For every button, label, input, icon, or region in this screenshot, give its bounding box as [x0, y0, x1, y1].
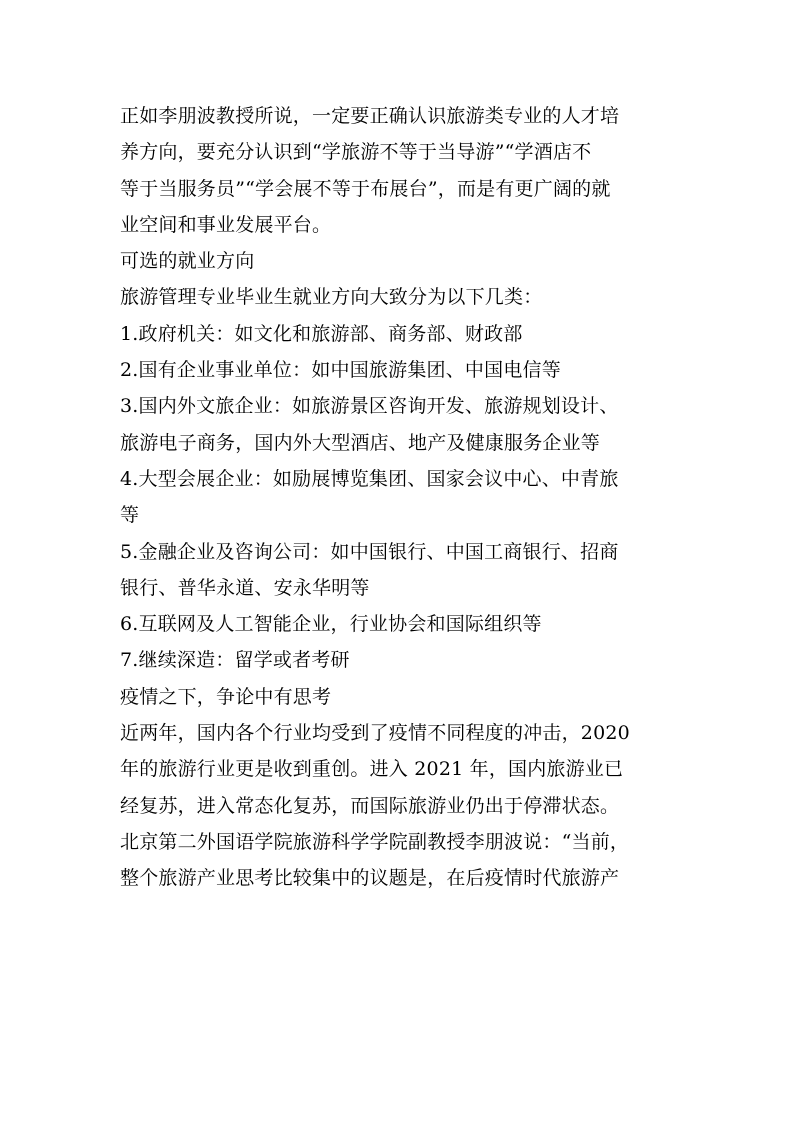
- list-item: 3.国内外文旅企业：如旅游景区咨询开发、旅游规划设计、: [120, 395, 619, 418]
- text-line: 经复苏，进入常态化复苏，而国际旅游业仍出于停滞状态。: [120, 794, 620, 817]
- list-item: 7.继续深造：留学或者考研: [120, 649, 350, 672]
- text-line: 养方向，要充分认识到“学旅游不等于当导游”“学酒店不: [120, 141, 592, 164]
- section-heading: 可选的就业方向: [120, 250, 255, 273]
- list-item: 1.政府机关：如文化和旅游部、商务部、财政部: [120, 322, 523, 345]
- text-line: 北京第二外国语学院旅游科学学院副教授李朋波说：“当前，: [120, 830, 630, 853]
- document-body: [120, 98, 680, 897]
- text-line: 近两年，国内各个行业均受到了疫情不同程度的冲击，2020: [120, 722, 630, 745]
- list-item: 6.互联网及人工智能企业，行业协会和国际组织等: [120, 613, 542, 636]
- text-line: 年的旅游行业更是收到重创。进入 2021 年，国内旅游业已: [120, 758, 624, 781]
- list-item-continuation: 旅游电子商务，国内外大型酒店、地产及健康服务企业等: [120, 431, 601, 454]
- text-line: 正如李朋波教授所说，一定要正确认识旅游类专业的人才培: [120, 105, 620, 127]
- list-item: 4.大型会展企业：如励展博览集团、国家会议中心、中青旅: [120, 467, 619, 490]
- text-line: 业空间和事业发展平台。: [120, 213, 332, 236]
- list-item-continuation: 等: [120, 504, 140, 527]
- text-line: 等于当服务员”“学会展不等于布展台”，而是有更广阔的就: [120, 177, 611, 200]
- text-line: 整个旅游产业思考比较集中的议题是，在后疫情时代旅游产: [120, 867, 620, 890]
- section-heading: 疫情之下，争论中有思考: [120, 685, 332, 708]
- list-item: 2.国有企业事业单位：如中国旅游集团、中国电信等: [120, 359, 561, 382]
- list-item: 5.金融企业及咨询公司：如中国银行、中国工商银行、招商: [120, 540, 619, 563]
- list-item-continuation: 银行、普华永道、安永华明等: [120, 576, 370, 599]
- text-line: 旅游管理专业毕业生就业方向大致分为以下几类：: [120, 286, 543, 309]
